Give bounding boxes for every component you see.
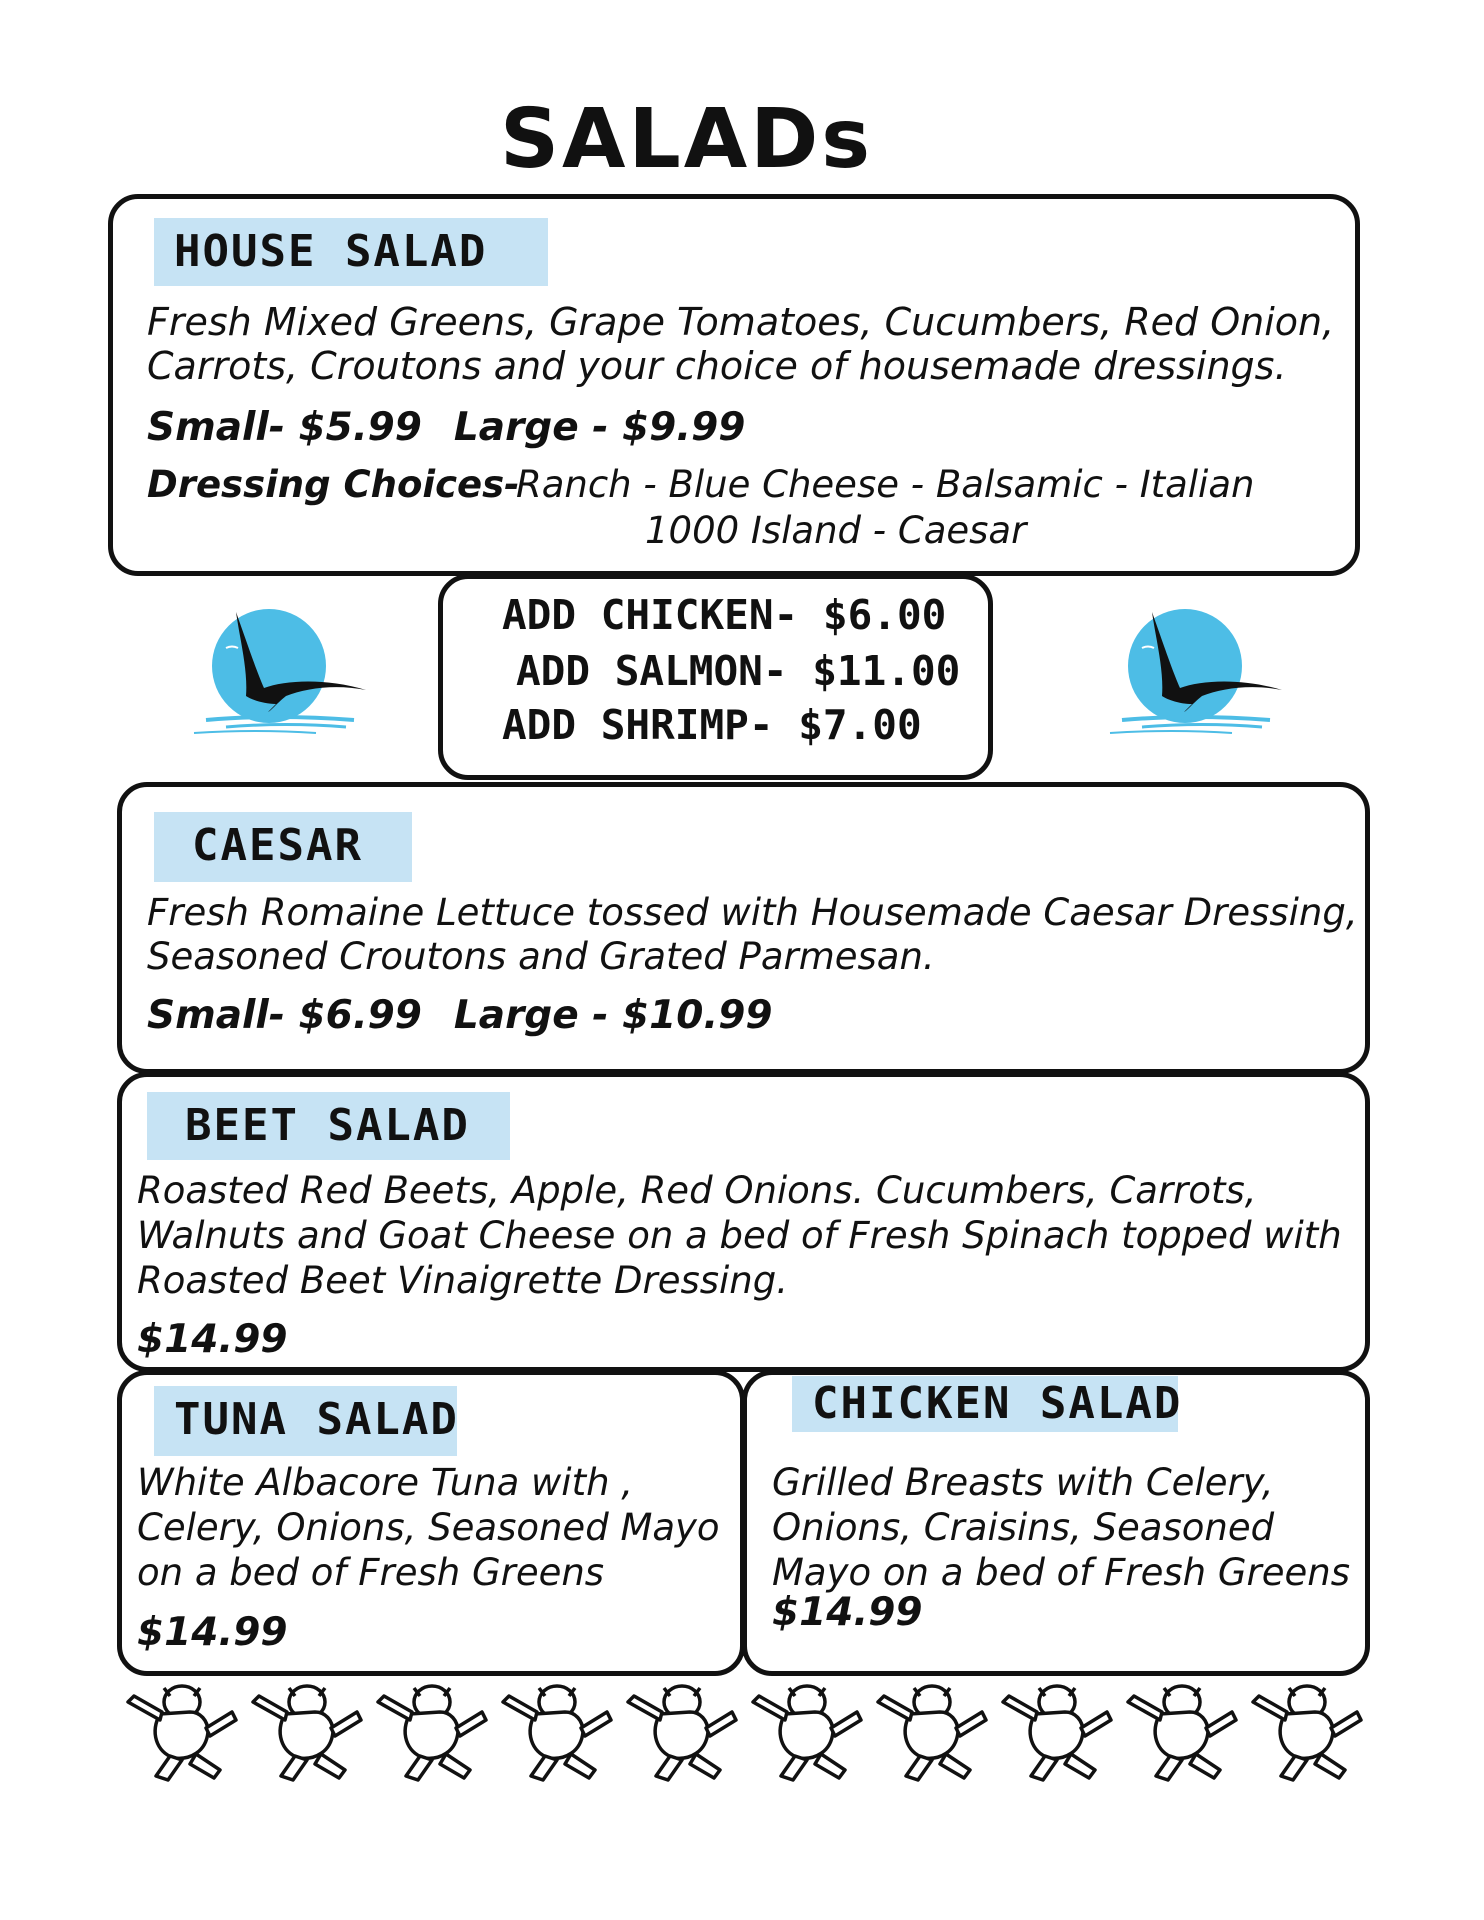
- caesar-prices: [147, 993, 773, 1039]
- tuna-salad-label: TUNA SALAD: [154, 1386, 457, 1456]
- tuna-description-line-3: on a bed of Fresh Greens: [137, 1551, 605, 1594]
- chicken-price: $14.99: [772, 1590, 923, 1635]
- page-title: SALADs: [500, 92, 874, 187]
- house-salad-description-line-1: Fresh Mixed Greens, Grape Tomatoes, Cucumbers, Red Onion,: [147, 300, 1335, 344]
- caesar-large-price: Large - $10.99: [453, 993, 773, 1038]
- house-salad-label: HOUSE SALAD: [154, 218, 548, 286]
- chicken-description-line-2: Onions, Craisins, Seasoned: [772, 1506, 1275, 1549]
- beet-description-line-3: Roasted Beet Vinaigrette Dressing.: [137, 1259, 788, 1302]
- beet-description-line-1: Roasted Red Beets, Apple, Red Onions. Cucumbers, Carrots,: [137, 1169, 1257, 1212]
- tuna-description-line-2: Celery, Onions, Seasoned Mayo: [137, 1506, 720, 1549]
- caesar-small-price: Small- $6.99: [147, 993, 422, 1038]
- house-salad-prices: [147, 405, 745, 451]
- dressing-choices-line-2: 1000 Island - Caesar: [645, 509, 1027, 552]
- add-salmon-option: ADD SALMON- $11.00: [516, 647, 961, 695]
- beet-salad-label: BEET SALAD: [147, 1092, 510, 1160]
- dressing-choices-line-1: Ranch - Blue Cheese - Balsamic - Italian: [516, 463, 1255, 506]
- dancing-bears-border: [120, 1672, 1370, 1782]
- seagull-sun-icon: [1092, 600, 1292, 740]
- house-salad-small-price: Small- $5.99: [147, 405, 422, 450]
- add-shrimp-option: ADD SHRIMP- $7.00: [502, 701, 922, 749]
- seagull-sun-icon: [176, 600, 376, 740]
- dressing-choices-label: Dressing Choices-: [147, 463, 520, 506]
- beet-description-line-2: Walnuts and Goat Cheese on a bed of Fresh Spinach topped with: [137, 1214, 1342, 1257]
- caesar-label: CAESAR: [154, 812, 412, 882]
- chicken-salad-label: CHICKEN SALAD: [792, 1376, 1178, 1432]
- house-salad-large-price: Large - $9.99: [453, 405, 746, 450]
- tuna-description-line-1: White Albacore Tuna with ,: [137, 1461, 634, 1504]
- caesar-description-line-1: Fresh Romaine Lettuce tossed with Housemade Caesar Dressing,: [147, 891, 1358, 934]
- house-salad-description-line-2: Carrots, Croutons and your choice of housemade dressings.: [147, 344, 1287, 388]
- chicken-description-line-3: Mayo on a bed of Fresh Greens: [772, 1551, 1350, 1594]
- tuna-price: $14.99: [137, 1610, 288, 1655]
- add-chicken-option: ADD CHICKEN- $6.00: [502, 591, 947, 639]
- caesar-description-line-2: Seasoned Croutons and Grated Parmesan.: [147, 935, 935, 978]
- chicken-description-line-1: Grilled Breasts with Celery,: [772, 1461, 1274, 1504]
- beet-price: $14.99: [137, 1317, 288, 1362]
